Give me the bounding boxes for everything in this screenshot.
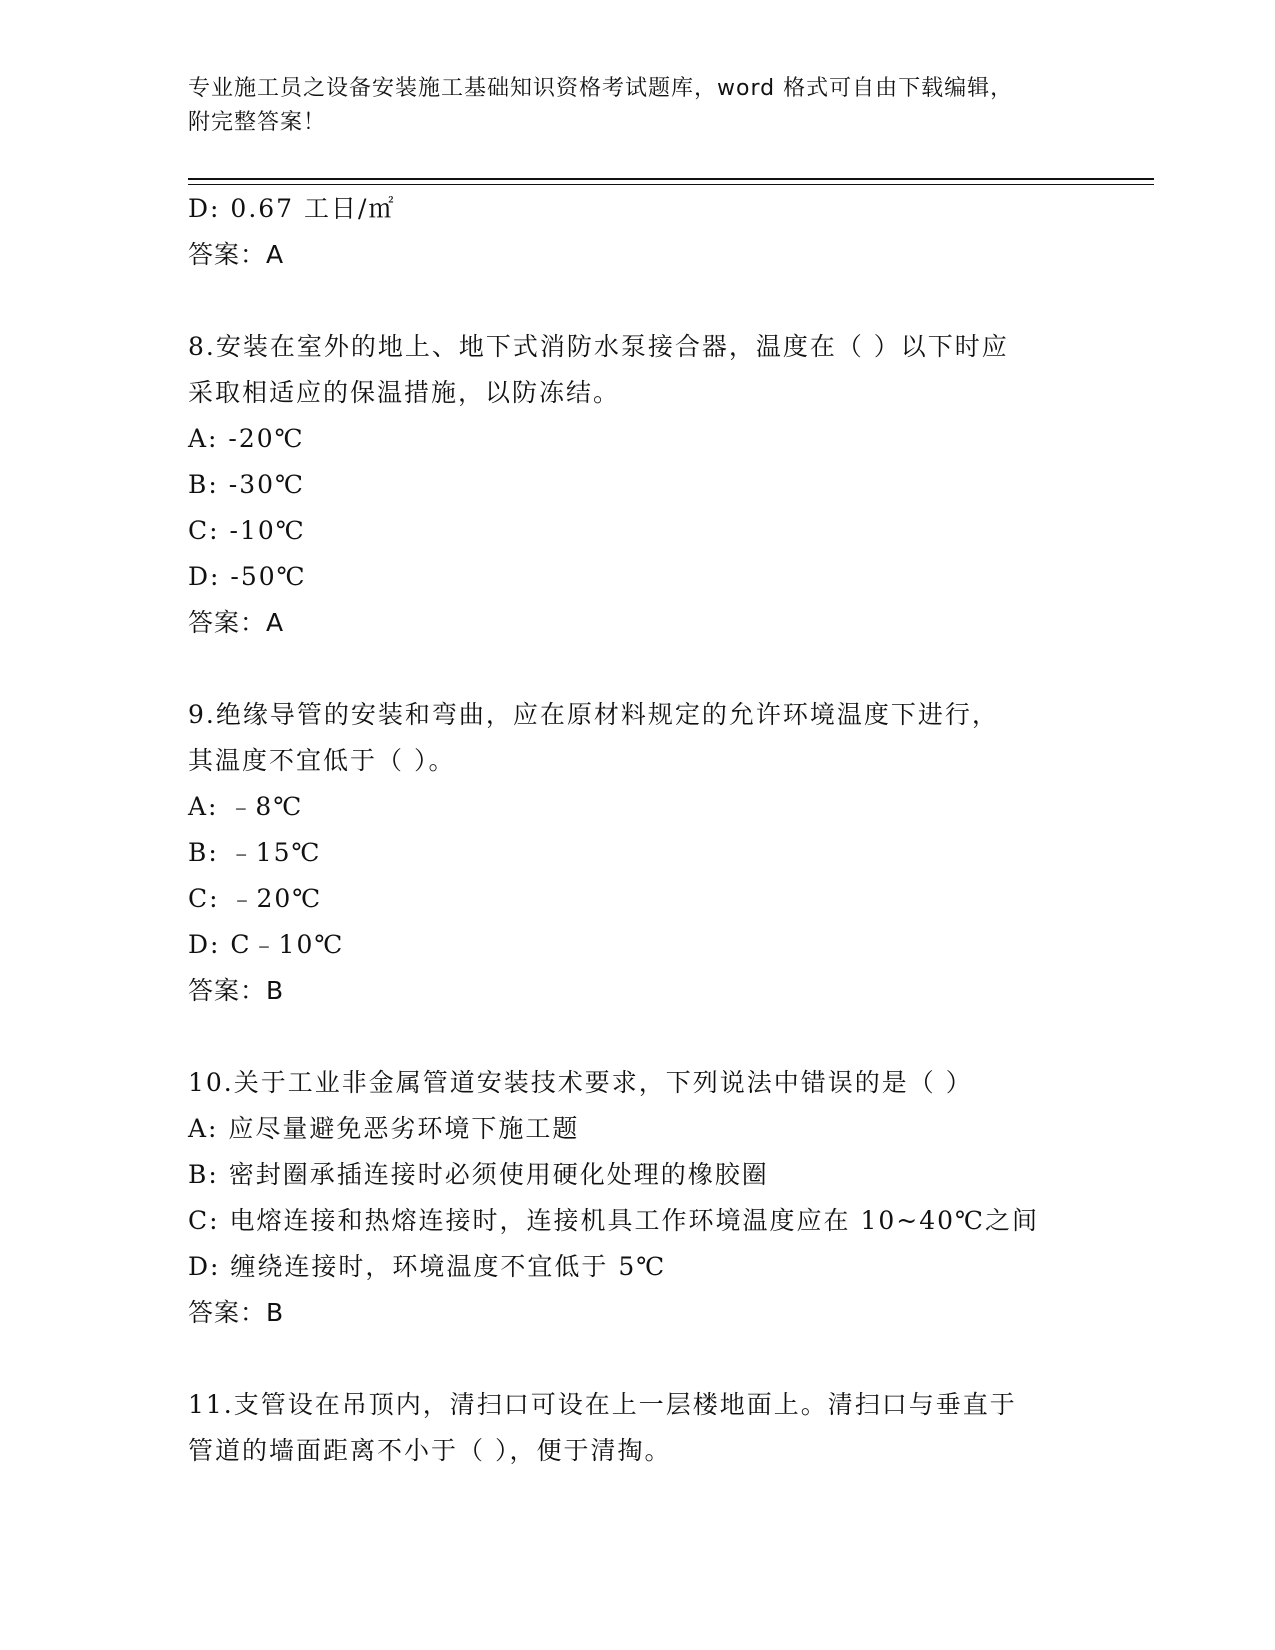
header-line-1: 专业施工员之设备安装施工基础知识资格考试题库，word 格式可自由下载编辑， <box>188 76 1014 101</box>
question-stem-line-1: 10.关于工业非金属管道安装技术要求，下列说法中错误的是（ ） <box>188 1068 973 1097</box>
option-d: D: C﹣10℃ <box>188 930 345 959</box>
question-11 <box>188 1382 1088 1474</box>
option-a: A: 应尽量避免恶劣环境下施工题 <box>188 1114 580 1143</box>
document-body <box>188 186 1088 1474</box>
option-b: B: 密封圈承插连接时必须使用硬化处理的橡胶圈 <box>188 1160 769 1189</box>
option-b: B: ﹣15℃ <box>188 838 322 867</box>
option-b: B: -30℃ <box>188 470 305 499</box>
option-c: C: -10℃ <box>188 516 306 545</box>
question-stem-line-1: 11.支管设在吊顶内，清扫口可设在上一层楼地面上。清扫口与垂直于 <box>188 1390 1017 1419</box>
answer: 答案：B <box>188 976 285 1005</box>
question-stem-line-1: 9.绝缘导管的安装和弯曲，应在原材料规定的允许环境温度下进行， <box>188 700 999 729</box>
answer: 答案：B <box>188 1298 285 1327</box>
question-stem-line-2: 采取相适应的保温措施，以防冻结。 <box>188 378 621 407</box>
header-divider-thick <box>188 178 1154 180</box>
option-c: C: ﹣20℃ <box>188 884 323 913</box>
header-line-2: 附完整答案！ <box>188 110 327 135</box>
option-a: A: ﹣8℃ <box>188 792 304 821</box>
question-stem-line-1: 8.安装在室外的地上、地下式消防水泵接合器，温度在（ ）以下时应 <box>188 332 1009 361</box>
question-stem-line-2: 其温度不宜低于（ ）。 <box>188 746 456 775</box>
answer: 答案：A <box>188 608 285 637</box>
question-stem-line-2: 管道的墙面距离不小于（ ），便于清掏。 <box>188 1436 672 1465</box>
option-d: D: -50℃ <box>188 562 307 591</box>
question-9 <box>188 692 1088 1014</box>
option-c: C: 电熔连接和热熔连接时，连接机具工作环境温度应在 10~40℃之间 <box>188 1206 1039 1235</box>
option-d: D: 缠绕连接时，环境温度不宜低于 5℃ <box>188 1252 667 1281</box>
question-10 <box>188 1060 1088 1336</box>
answer: 答案：A <box>188 240 285 269</box>
document-header <box>188 72 1148 140</box>
option-d: D: 0.67 工日/㎡ <box>188 194 396 223</box>
header-divider-thin <box>188 184 1154 185</box>
prev-question <box>188 186 1088 278</box>
option-a: A: -20℃ <box>188 424 305 453</box>
question-8 <box>188 324 1088 646</box>
